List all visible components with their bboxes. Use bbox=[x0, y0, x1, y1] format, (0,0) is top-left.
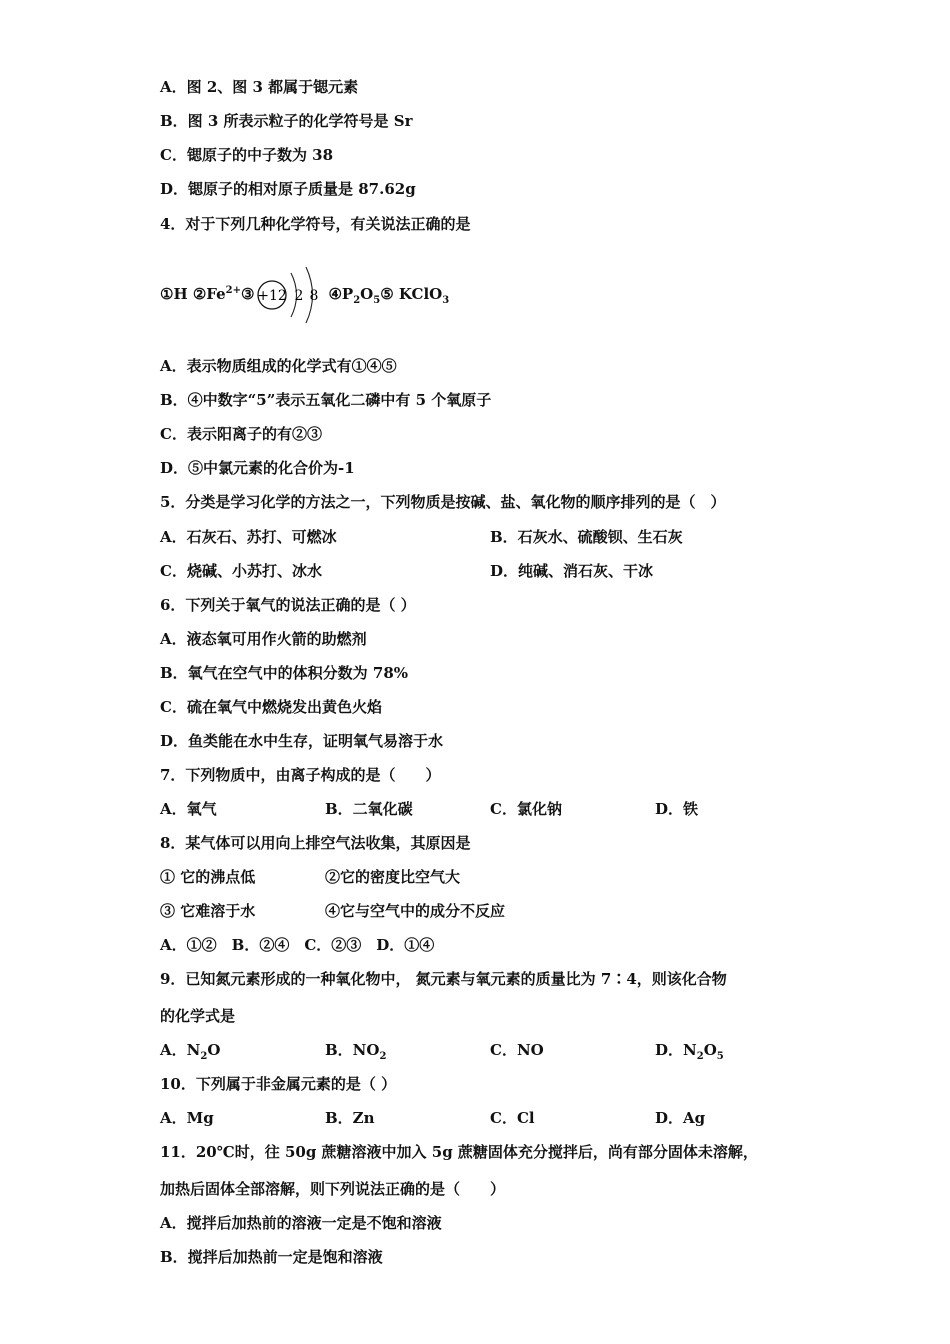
q3-option-d: D．锶原子的相对原子质量是 87.62g bbox=[160, 180, 416, 198]
q8-statement-2: ②它的密度比空气大 bbox=[325, 868, 461, 886]
q4-symbol-4: ④P bbox=[328, 285, 354, 303]
fe-charge: 2+ bbox=[225, 285, 242, 296]
q8-stem: 8．某气体可以用向上排空气法收集，其原因是 bbox=[160, 834, 471, 852]
q7-option-a: A．氧气 bbox=[160, 800, 217, 818]
q8-statements-row-1 bbox=[160, 867, 660, 887]
q8-statements-row-2 bbox=[160, 901, 660, 921]
q9-d-text-mid: O bbox=[703, 1041, 717, 1059]
q6-option-a: A．液态氧可用作火箭的助燃剂 bbox=[160, 630, 367, 648]
q9-option-a bbox=[160, 1041, 221, 1062]
q10-option-b: B．Zn bbox=[325, 1109, 375, 1127]
o-letter: O bbox=[360, 285, 374, 303]
q4-option-a: A．表示物质组成的化学式有①④⑤ bbox=[160, 357, 397, 375]
q8-statement-3: ③ 它难溶于水 bbox=[160, 902, 256, 920]
q7-options bbox=[160, 799, 860, 819]
q7-stem: 7．下列物质中，由离子构成的是（ ） bbox=[160, 766, 441, 784]
shell-1-electrons: 2 bbox=[295, 288, 304, 304]
q5-stem: 5．分类是学习化学的方法之一，下列物质是按碱、盐、氧化物的顺序排列的是（ ） bbox=[160, 493, 726, 511]
q4-option-d: D．⑤中氯元素的化合价为-1 bbox=[160, 459, 355, 477]
q9-options bbox=[160, 1040, 860, 1060]
q8-answer-choices: A．①② B．②④ C．②③ D．①④ bbox=[160, 936, 435, 954]
q5-option-d: D．纯碱、消石灰、干冰 bbox=[490, 562, 654, 580]
q5-options-row-2 bbox=[160, 561, 860, 581]
q9-a-subscript: 2 bbox=[200, 1051, 208, 1062]
q7-option-b: B．二氧化碳 bbox=[325, 800, 413, 818]
nucleus-charge: +12 bbox=[257, 288, 288, 304]
q10-option-a: A．Mg bbox=[160, 1109, 214, 1127]
q5-option-c: C．烧碱、小苏打、冰水 bbox=[160, 562, 322, 580]
q3-option-a: A．图 2、图 3 都属于锶元素 bbox=[160, 78, 359, 96]
q7-option-c: C．氯化钠 bbox=[490, 800, 562, 818]
q9-stem-line-1: 9．已知氮元素形成的一种氧化物中， 氮元素与氧元素的质量比为 7∶4，则该化合物 bbox=[160, 970, 727, 988]
p-subscript: 2 bbox=[353, 295, 361, 306]
q4-symbol-3-label: ③ bbox=[241, 285, 255, 303]
q4-symbol-5: ⑤ KClO bbox=[380, 285, 443, 303]
q9-d-subscript-1: 2 bbox=[696, 1051, 704, 1062]
q3-option-b: B．图 3 所表示粒子的化学符号是 Sr bbox=[160, 112, 413, 130]
q9-a-text-end: O bbox=[207, 1041, 221, 1059]
q9-option-c: C．NO bbox=[490, 1041, 544, 1059]
q11-stem-line-1: 11．20℃时，往 50g 蔗糖溶液中加入 5g 蔗糖固体充分搅拌后，尚有部分固体未溶解， bbox=[160, 1143, 758, 1161]
q4-option-b: B．④中数字“5”表示五氧化二磷中有 5 个氧原子 bbox=[160, 391, 492, 409]
q9-d-text: D．N bbox=[655, 1041, 697, 1059]
q6-option-b: B．氧气在空气中的体积分数为 78% bbox=[160, 664, 409, 682]
q5-option-a: A．石灰石、苏打、可燃冰 bbox=[160, 528, 337, 546]
q5-option-b: B．石灰水、硫酸钡、生石灰 bbox=[490, 528, 683, 546]
atom-structure-diagram bbox=[256, 263, 326, 327]
q6-option-c: C．硫在氧气中燃烧发出黄色火焰 bbox=[160, 698, 382, 716]
q9-stem-line-2: 的化学式是 bbox=[160, 1007, 236, 1025]
q11-option-b: B．搅拌后加热前一定是饱和溶液 bbox=[160, 1248, 383, 1266]
clo-subscript: 3 bbox=[442, 295, 450, 306]
q10-stem: 10．下列属于非金属元素的是（ ） bbox=[160, 1075, 397, 1093]
q10-option-c: C．Cl bbox=[490, 1109, 535, 1127]
q4-stem: 4．对于下列几种化学符号，有关说法正确的是 bbox=[160, 215, 471, 233]
q9-option-d bbox=[655, 1040, 724, 1060]
q4-symbol-1-2: ①H ②Fe bbox=[160, 285, 226, 303]
q8-statement-1: ① 它的沸点低 bbox=[160, 868, 256, 886]
q7-option-d: D．铁 bbox=[655, 800, 699, 818]
q9-option-b bbox=[325, 1040, 386, 1060]
q9-a-text: A．N bbox=[160, 1041, 201, 1059]
q3-option-c: C．锶原子的中子数为 38 bbox=[160, 146, 334, 164]
q11-option-a: A．搅拌后加热前的溶液一定是不饱和溶液 bbox=[160, 1214, 442, 1232]
q10-options bbox=[160, 1108, 860, 1128]
q9-b-text: B．NO bbox=[325, 1041, 380, 1059]
q9-d-subscript-2: 5 bbox=[716, 1051, 724, 1062]
q8-statement-4: ④它与空气中的成分不反应 bbox=[325, 902, 506, 920]
shell-2-electrons: 8 bbox=[310, 288, 319, 304]
q6-option-d: D．鱼类能在水中生存，证明氧气易溶于水 bbox=[160, 732, 444, 750]
q10-option-d: D．Ag bbox=[655, 1109, 706, 1127]
q4-option-c: C．表示阳离子的有②③ bbox=[160, 425, 322, 443]
o-subscript: 5 bbox=[373, 295, 381, 306]
q11-stem-line-2: 加热后固体全部溶解，则下列说法正确的是（ ） bbox=[160, 1180, 506, 1198]
q9-b-subscript: 2 bbox=[379, 1051, 387, 1062]
q4-symbols-line bbox=[160, 262, 449, 326]
q5-options-row-1 bbox=[160, 527, 860, 547]
q6-stem: 6．下列关于氧气的说法正确的是（ ） bbox=[160, 596, 416, 614]
